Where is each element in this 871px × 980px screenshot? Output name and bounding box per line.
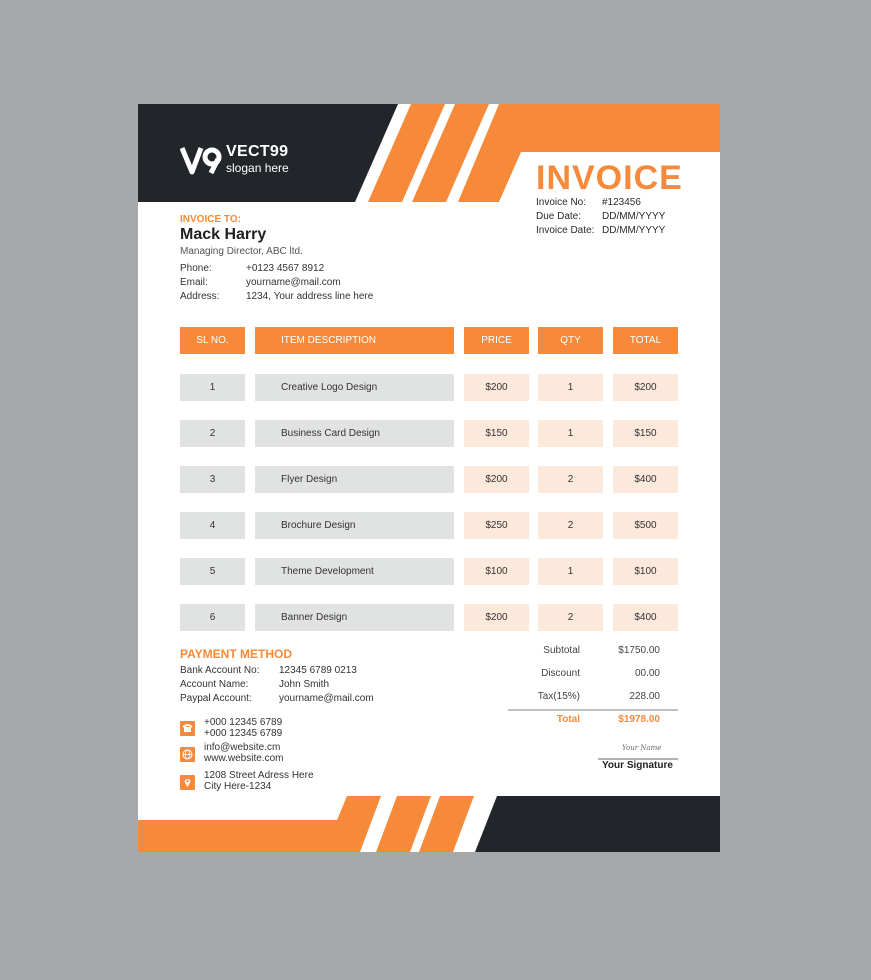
invoice-date-label: Invoice Date:	[536, 225, 595, 236]
contact-website: www.website.com	[204, 753, 284, 764]
phone-icon	[180, 721, 195, 736]
row-price: $200	[464, 374, 529, 401]
invoice-title: INVOICE	[536, 159, 683, 197]
row-description: Theme Development	[255, 558, 454, 585]
row-price: $200	[464, 604, 529, 631]
invoice-paper	[138, 104, 720, 852]
payment-method-heading: PAYMENT METHOD	[180, 647, 293, 661]
contact-address-2: City Here-1234	[204, 781, 272, 792]
subtotal-value: $1750.00	[618, 645, 660, 656]
client-role: Managing Director, ABC ltd.	[180, 246, 303, 257]
row-description: Banner Design	[255, 604, 454, 631]
email-value: yourname@mail.com	[246, 277, 341, 288]
row-sl: 1	[180, 374, 245, 401]
paypal-account-value: yourname@mail.com	[279, 693, 374, 704]
header-total: TOTAL	[613, 327, 678, 354]
location-pin-icon	[180, 775, 195, 790]
row-sl: 3	[180, 466, 245, 493]
address-label: Address:	[180, 291, 220, 302]
email-label: Email:	[180, 277, 208, 288]
invoice-number-value: #123456	[602, 197, 641, 208]
row-price: $250	[464, 512, 529, 539]
row-qty: 2	[538, 604, 603, 631]
bank-account-label: Bank Account No:	[180, 665, 260, 676]
brand-slogan: slogan here	[226, 161, 289, 175]
account-name-label: Account Name:	[180, 679, 249, 690]
row-total: $400	[613, 604, 678, 631]
header-description: ITEM DESCRIPTION	[255, 327, 454, 354]
phone-value: +0123 4567 8912	[246, 263, 325, 274]
row-price: $150	[464, 420, 529, 447]
contact-phone-1: +000 12345 6789	[204, 717, 283, 728]
brand-name: VECT99	[226, 143, 289, 160]
total-label: Total	[556, 714, 580, 725]
contact-address-1: 1208 Street Adress Here	[204, 770, 314, 781]
due-date-value: DD/MM/YYYY	[602, 211, 666, 222]
row-sl: 6	[180, 604, 245, 631]
phone-label: Phone:	[180, 263, 212, 274]
row-total: $200	[613, 374, 678, 401]
invoice-to-heading: INVOICE TO:	[180, 214, 241, 225]
bank-account-value: 12345 6789 0213	[279, 665, 357, 676]
account-name-value: John Smith	[279, 679, 330, 690]
row-qty: 2	[538, 512, 603, 539]
row-total: $500	[613, 512, 678, 539]
total-value: $1978.00	[618, 714, 660, 725]
contact-email: info@website.cm	[204, 742, 281, 753]
row-sl: 5	[180, 558, 245, 585]
discount-label: Discount	[541, 668, 580, 679]
contact-phone-2: +000 12345 6789	[204, 728, 283, 739]
row-total: $100	[613, 558, 678, 585]
row-qty: 1	[538, 420, 603, 447]
row-qty: 2	[538, 466, 603, 493]
row-description: Creative Logo Design	[255, 374, 454, 401]
client-name: Mack Harry	[180, 226, 267, 243]
tax-value: 228.00	[629, 691, 660, 702]
signature-label: Your Signature	[602, 760, 673, 771]
row-sl: 4	[180, 512, 245, 539]
row-price: $200	[464, 466, 529, 493]
due-date-label: Due Date:	[536, 211, 582, 222]
subtotal-label: Subtotal	[543, 645, 580, 656]
row-qty: 1	[538, 374, 603, 401]
row-description: Business Card Design	[255, 420, 454, 447]
tax-label: Tax(15%)	[537, 691, 580, 702]
header-qty: QTY	[538, 327, 603, 354]
invoice-date-value: DD/MM/YYYY	[602, 225, 666, 236]
row-description: Flyer Design	[255, 466, 454, 493]
invoice-number-label: Invoice No:	[536, 197, 587, 208]
address-value: 1234, Your address line here	[246, 291, 374, 302]
row-price: $100	[464, 558, 529, 585]
discount-value: 00.00	[634, 668, 660, 679]
row-qty: 1	[538, 558, 603, 585]
signature-script: Your Name	[622, 744, 662, 752]
row-sl: 2	[180, 420, 245, 447]
row-total: $400	[613, 466, 678, 493]
header-price: PRICE	[464, 327, 529, 354]
row-total: $150	[613, 420, 678, 447]
paypal-account-label: Paypal Account:	[180, 693, 252, 704]
row-description: Brochure Design	[255, 512, 454, 539]
brand-logo	[180, 144, 224, 176]
globe-icon	[180, 747, 195, 762]
header-sl: SL NO.	[180, 327, 245, 354]
